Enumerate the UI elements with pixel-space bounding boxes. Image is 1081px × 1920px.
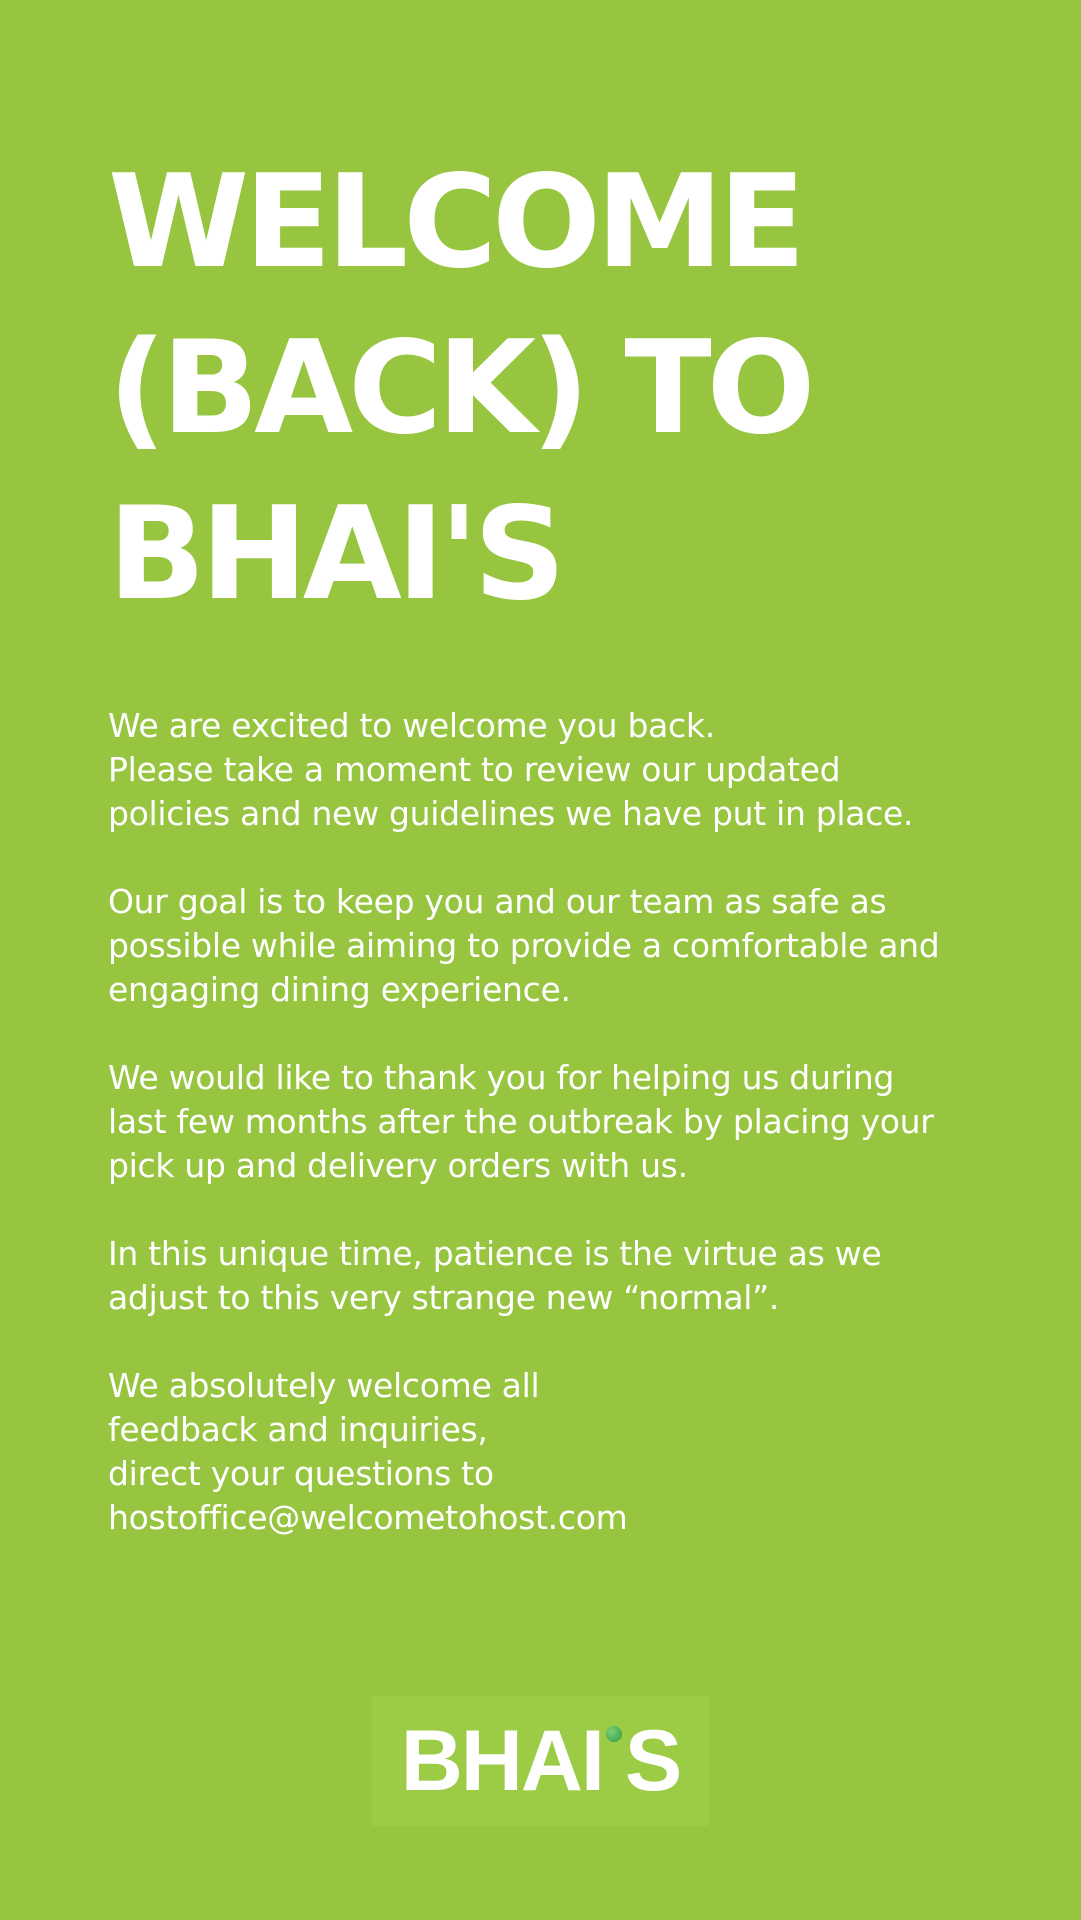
page-title xyxy=(108,140,810,638)
paragraph-line: pick up and delivery orders with us. xyxy=(108,1146,688,1185)
paragraph-line: We absolutely welcome all xyxy=(108,1366,540,1405)
paragraph-line: Please take a moment to review our updated xyxy=(108,750,841,789)
title-line-1: WELCOME xyxy=(108,148,801,297)
paragraph-goal xyxy=(108,880,1008,1012)
paragraph-welcome xyxy=(108,704,1008,836)
contact-email[interactable]: hostoffice@welcometohost.com xyxy=(108,1498,628,1537)
brand-logo xyxy=(372,1696,709,1826)
paragraph-line: feedback and inquiries, xyxy=(108,1410,488,1449)
logo-dot-icon xyxy=(603,1718,625,1778)
body-text xyxy=(108,704,1008,1540)
paragraph-line: In this unique time, patience is the virtue as we xyxy=(108,1234,882,1273)
paragraph-line: possible while aiming to provide a comfortable and xyxy=(108,926,940,965)
title-line-3: BHAI'S xyxy=(108,480,561,629)
paragraph-patience xyxy=(108,1232,1008,1320)
title-line-2: (BACK) TO xyxy=(108,314,811,463)
paragraph-thanks xyxy=(108,1056,1008,1188)
paragraph-line: last few months after the outbreak by placing your xyxy=(108,1102,934,1141)
paragraph-line: adjust to this very strange new “normal”. xyxy=(108,1278,780,1317)
paragraph-line: We would like to thank you for helping us during xyxy=(108,1058,894,1097)
paragraph-feedback xyxy=(108,1364,1008,1540)
paragraph-line: policies and new guidelines we have put in place. xyxy=(108,794,914,833)
paragraph-line: Our goal is to keep you and our team as safe as xyxy=(108,882,887,921)
paragraph-line: direct your questions to xyxy=(108,1454,494,1493)
logo-text: BHAI S xyxy=(400,1713,681,1809)
paragraph-line: engaging dining experience. xyxy=(108,970,571,1009)
paragraph-line: We are excited to welcome you back. xyxy=(108,706,715,745)
